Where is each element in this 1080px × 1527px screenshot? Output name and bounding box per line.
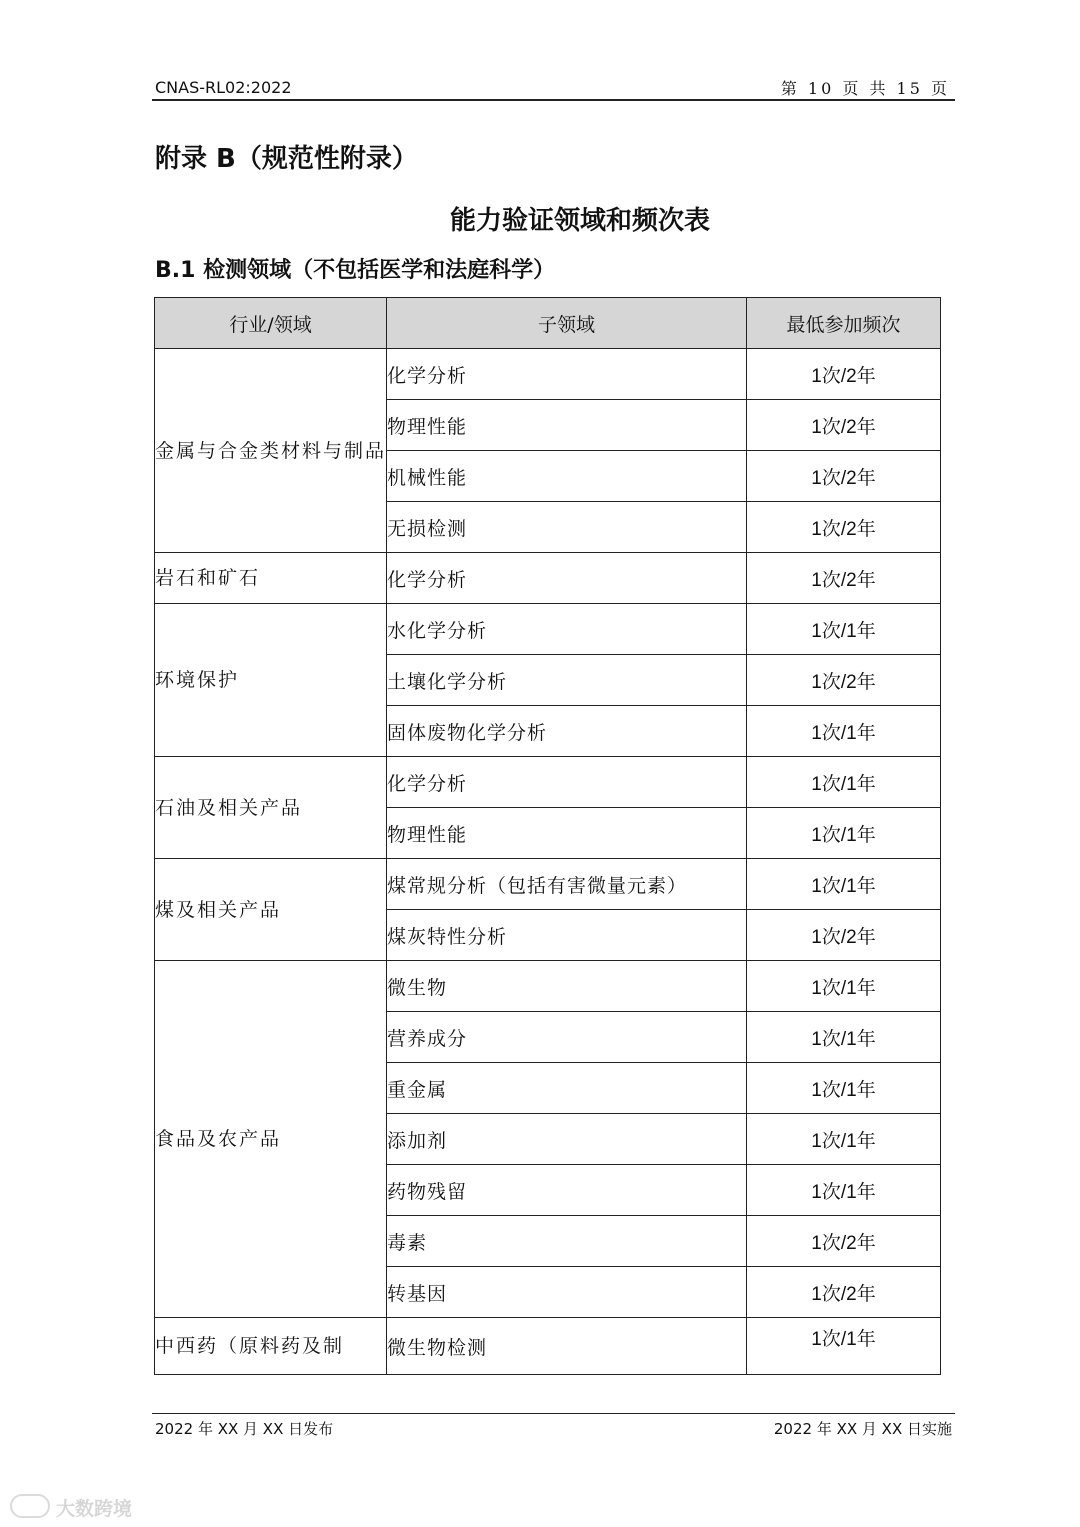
column-header: 子领域 [387, 298, 747, 349]
subfield-cell: 物理性能 [387, 808, 747, 859]
frequency-cell: 1次/2年 [747, 1216, 941, 1267]
table-header-row [155, 298, 941, 349]
frequency-cell: 1次/1年 [747, 1012, 941, 1063]
page-info: 第 10 页 共 15 页 [780, 79, 950, 98]
subfield-cell: 添加剂 [387, 1114, 747, 1165]
frequency-cell: 1次/1年 [747, 961, 941, 1012]
industry-cell: 食品及农产品 [155, 961, 387, 1318]
industry-cell: 石油及相关产品 [155, 757, 387, 859]
header-rule [152, 99, 955, 101]
table-row [155, 859, 941, 910]
frequency-cell: 1次/2年 [747, 451, 941, 502]
frequency-cell: 1次/2年 [747, 400, 941, 451]
section-title: B.1 检测领域（不包括医学和法庭科学） [155, 258, 556, 283]
industry-cell: 岩石和矿石 [155, 553, 387, 604]
table-row [155, 961, 941, 1012]
table-row [155, 1318, 941, 1375]
main-title: 能力验证领域和频次表 [449, 206, 710, 236]
column-header: 最低参加频次 [747, 298, 941, 349]
table-row [155, 553, 941, 604]
subfield-cell: 重金属 [387, 1063, 747, 1114]
frequency-cell: 1次/1年 [747, 859, 941, 910]
frequency-cell: 1次/1年 [747, 604, 941, 655]
frequency-cell: 1次/1年 [747, 808, 941, 859]
subfield-cell: 微生物检测 [387, 1318, 747, 1375]
industry-cell: 煤及相关产品 [155, 859, 387, 961]
frequency-cell: 1次/2年 [747, 553, 941, 604]
subfield-cell: 药物残留 [387, 1165, 747, 1216]
logo-icon [10, 1494, 50, 1518]
industry-cell: 金属与合金类材料与制品 [155, 349, 387, 553]
doc-code: CNAS-RL02:2022 [155, 78, 292, 97]
subfield-cell: 微生物 [387, 961, 747, 1012]
subfield-cell: 水化学分析 [387, 604, 747, 655]
frequency-cell: 1次/2年 [747, 502, 941, 553]
subfield-cell: 土壤化学分析 [387, 655, 747, 706]
frequency-cell: 1次/2年 [747, 910, 941, 961]
subfield-cell: 机械性能 [387, 451, 747, 502]
frequency-cell: 1次/2年 [747, 655, 941, 706]
frequency-cell: 1次/2年 [747, 1267, 941, 1318]
frequency-cell: 1次/1年 [747, 757, 941, 808]
frequency-cell: 1次/1年 [747, 1063, 941, 1114]
subfield-cell: 煤灰特性分析 [387, 910, 747, 961]
subfield-cell: 化学分析 [387, 553, 747, 604]
subfield-cell: 转基因 [387, 1267, 747, 1318]
subfield-cell: 煤常规分析（包括有害微量元素） [387, 859, 747, 910]
table-row [155, 349, 941, 400]
subfield-cell: 毒素 [387, 1216, 747, 1267]
footer-rule [152, 1413, 955, 1414]
watermark-text: 大数跨境 [56, 1498, 133, 1520]
column-header: 行业/领域 [155, 298, 387, 349]
subfield-cell: 固体废物化学分析 [387, 706, 747, 757]
subfield-cell: 化学分析 [387, 349, 747, 400]
industry-cell: 中西药（原料药及制 [155, 1318, 387, 1375]
industry-cell: 环境保护 [155, 604, 387, 757]
frequency-cell: 1次/1年 [747, 1114, 941, 1165]
subfield-cell: 物理性能 [387, 400, 747, 451]
subfield-cell: 营养成分 [387, 1012, 747, 1063]
publish-date: 2022 年 XX 月 XX 日发布 [155, 1420, 334, 1438]
appendix-title: 附录 B（规范性附录） [155, 144, 418, 174]
effective-date: 2022 年 XX 月 XX 日实施 [773, 1420, 952, 1438]
subfield-cell: 无损检测 [387, 502, 747, 553]
frequency-cell: 1次/1年 [747, 1318, 941, 1375]
table-row [155, 757, 941, 808]
frequency-cell: 1次/1年 [747, 1165, 941, 1216]
frequency-cell: 1次/2年 [747, 349, 941, 400]
frequency-cell: 1次/1年 [747, 706, 941, 757]
subfield-cell: 化学分析 [387, 757, 747, 808]
frequency-table [154, 297, 941, 1375]
table-row [155, 604, 941, 655]
watermark [10, 1492, 150, 1522]
